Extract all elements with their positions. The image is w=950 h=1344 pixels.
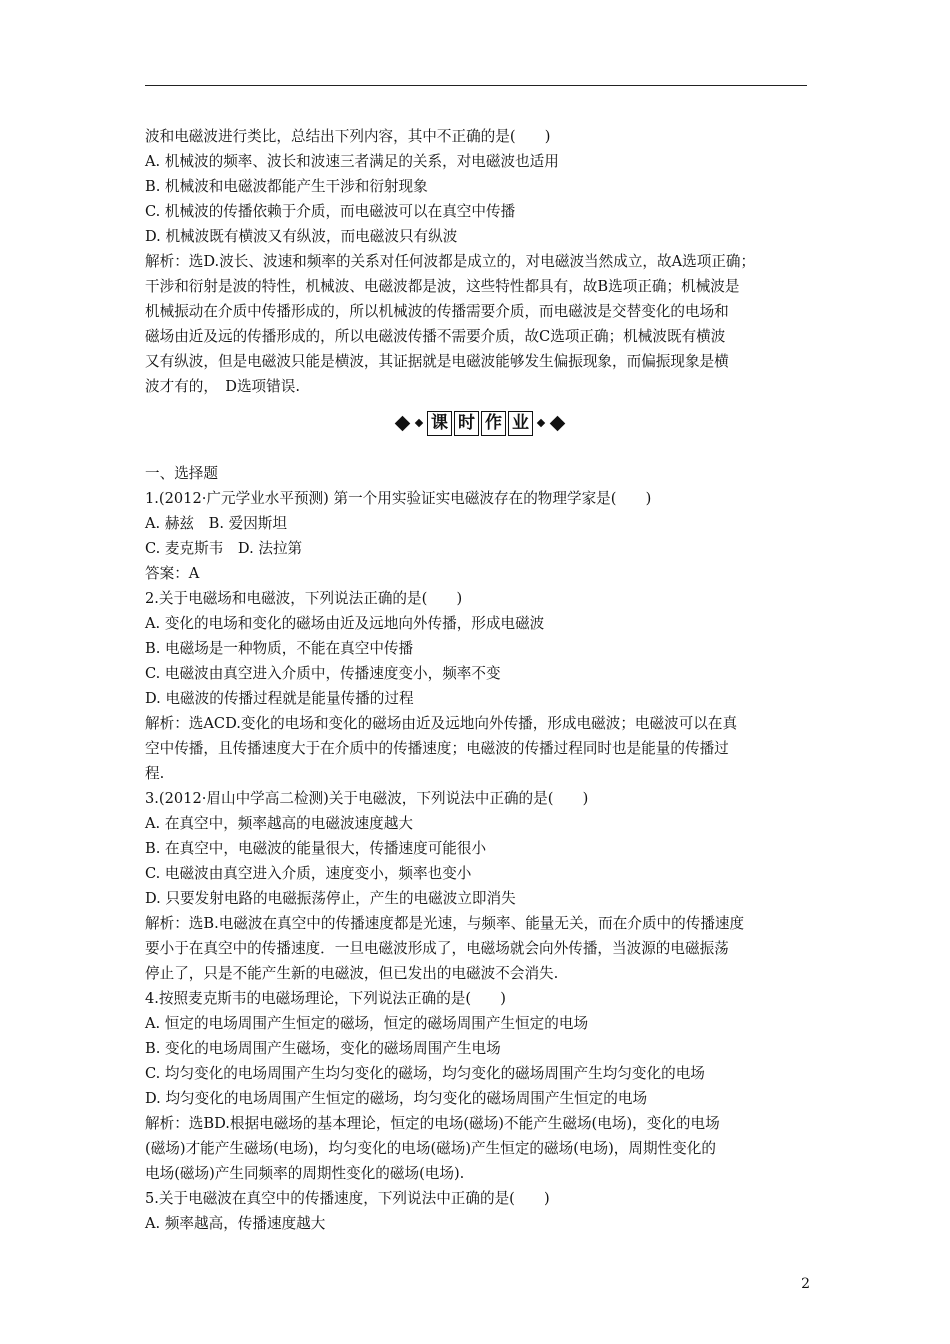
- text-line: 干涉和衍射是波的特性，机械波、电磁波都是波，这些特性都具有，故B选项正确；机械波是: [145, 278, 740, 295]
- text-line: 又有纵波，但是电磁波只能是横波，其证据就是电磁波能够发生偏振现象，而偏振现象是横: [145, 353, 729, 370]
- text-line: C. 均匀变化的电场周围产生均匀变化的磁场，均匀变化的磁场周围产生均匀变化的电场: [145, 1065, 705, 1082]
- homework-block: [145, 461, 815, 1236]
- text-line: 要小于在真空中的传播速度．一旦电磁波形成了，电磁场就会向外传播，当波源的电磁振荡: [145, 940, 729, 957]
- text-line: D. 只要发射电路的电磁振荡停止，产生的电磁波立即消失: [145, 890, 516, 907]
- text-line: B. 在真空中，电磁波的能量很大，传播速度可能很小: [145, 840, 487, 857]
- text-line: 解析：选BD.根据电磁场的基本理论，恒定的电场(磁场)不能产生磁场(电场)，变化的电场: [145, 1115, 720, 1132]
- text-line: C. 电磁波由真空进入介质中，传播速度变小，频率不变: [145, 665, 501, 682]
- text-line: 解析：选D.波长、波速和频率的关系对任何波都是成立的，对电磁波当然成立，故A选项正确；: [145, 253, 756, 270]
- text-line: 停止了，只是不能产生新的电磁波，但已发出的电磁波不会消失.: [145, 965, 559, 982]
- text-line: 程.: [145, 765, 165, 782]
- text-line: 解析：选B.电磁波在真空中的传播速度都是光速，与频率、能量无关，而在介质中的传播速度: [145, 915, 745, 932]
- text-line: B. 变化的电场周围产生磁场，变化的磁场周围产生电场: [145, 1040, 501, 1057]
- document-body: [145, 124, 815, 1236]
- diamond-ornament-icon: [415, 419, 423, 427]
- text-line: A. 赫兹 B. 爱因斯坦: [145, 515, 287, 532]
- text-line: B. 机械波和电磁波都能产生干涉和衍射现象: [145, 178, 428, 195]
- text-line: 电场(磁场)产生同频率的周期性变化的磁场(电场).: [145, 1165, 465, 1182]
- text-line: 解析：选ACD.变化的电场和变化的磁场由近及远地向外传播，形成电磁波；电磁波可以在真: [145, 715, 738, 732]
- diamond-ornament-icon: [550, 415, 566, 431]
- banner-char: 课: [427, 411, 452, 436]
- text-line: D. 电磁波的传播过程就是能量传播的过程: [145, 690, 414, 707]
- section-banner: [145, 399, 815, 447]
- text-line: 答案：A: [145, 565, 200, 582]
- text-line: 3.(2012·眉山中学高二检测)关于电磁波，下列说法中正确的是( ): [145, 790, 589, 807]
- text-line: A. 在真空中，频率越高的电磁波速度越大: [145, 815, 413, 832]
- text-line: 磁场由近及远的传播形成的，所以电磁波传播不需要介质，故C选项正确；机械波既有横波: [145, 328, 726, 345]
- banner-char: 业: [508, 411, 533, 436]
- diamond-ornament-icon: [537, 419, 545, 427]
- diamond-ornament-icon: [395, 415, 411, 431]
- header-rule: [145, 85, 807, 86]
- text-line: 一、选择题: [145, 465, 218, 482]
- text-line: B. 电磁场是一种物质，不能在真空中传播: [145, 640, 414, 657]
- text-line: A. 恒定的电场周围产生恒定的磁场，恒定的磁场周围产生恒定的电场: [145, 1015, 589, 1032]
- prior-question-block: [145, 124, 815, 399]
- text-line: 1.(2012·广元学业水平预测) 第一个用实验证实电磁波存在的物理学家是( ): [145, 490, 652, 507]
- text-line: A. 变化的电场和变化的磁场由近及远地向外传播，形成电磁波: [145, 615, 545, 632]
- text-line: (磁场)才能产生磁场(电场)，均匀变化的电场(磁场)产生恒定的磁场(电场)，周期性变化的: [145, 1140, 716, 1157]
- text-line: C. 电磁波由真空进入介质，速度变小，频率也变小: [145, 865, 472, 882]
- text-line: 空中传播，且传播速度大于在介质中的传播速度；电磁波的传播过程同时也是能量的传播过: [145, 740, 729, 757]
- banner-char: 时: [454, 411, 479, 436]
- text-line: 波才有的， D选项错误.: [145, 378, 300, 395]
- text-line: A. 频率越高，传播速度越大: [145, 1215, 326, 1232]
- text-line: C. 麦克斯韦 D. 法拉第: [145, 540, 303, 557]
- text-line: 波和电磁波进行类比，总结出下列内容，其中不正确的是( ): [145, 128, 551, 145]
- text-line: 2.关于电磁场和电磁波，下列说法正确的是( ): [145, 590, 463, 607]
- text-line: 机械振动在介质中传播形成的，所以机械波的传播需要介质，而电磁波是交替变化的电场和: [145, 303, 729, 320]
- banner-char: 作: [481, 411, 506, 436]
- text-line: 4.按照麦克斯韦的电磁场理论，下列说法正确的是( ): [145, 990, 506, 1007]
- text-line: C. 机械波的传播依赖于介质，而电磁波可以在真空中传播: [145, 203, 516, 220]
- text-line: A. 机械波的频率、波长和波速三者满足的关系，对电磁波也适用: [145, 153, 559, 170]
- text-line: 5.关于电磁波在真空中的传播速度，下列说法中正确的是( ): [145, 1190, 550, 1207]
- page-number: 2: [801, 1276, 810, 1292]
- text-line: D. 机械波既有横波又有纵波，而电磁波只有纵波: [145, 228, 458, 245]
- text-line: D. 均匀变化的电场周围产生恒定的磁场，均匀变化的磁场周围产生恒定的电场: [145, 1090, 648, 1107]
